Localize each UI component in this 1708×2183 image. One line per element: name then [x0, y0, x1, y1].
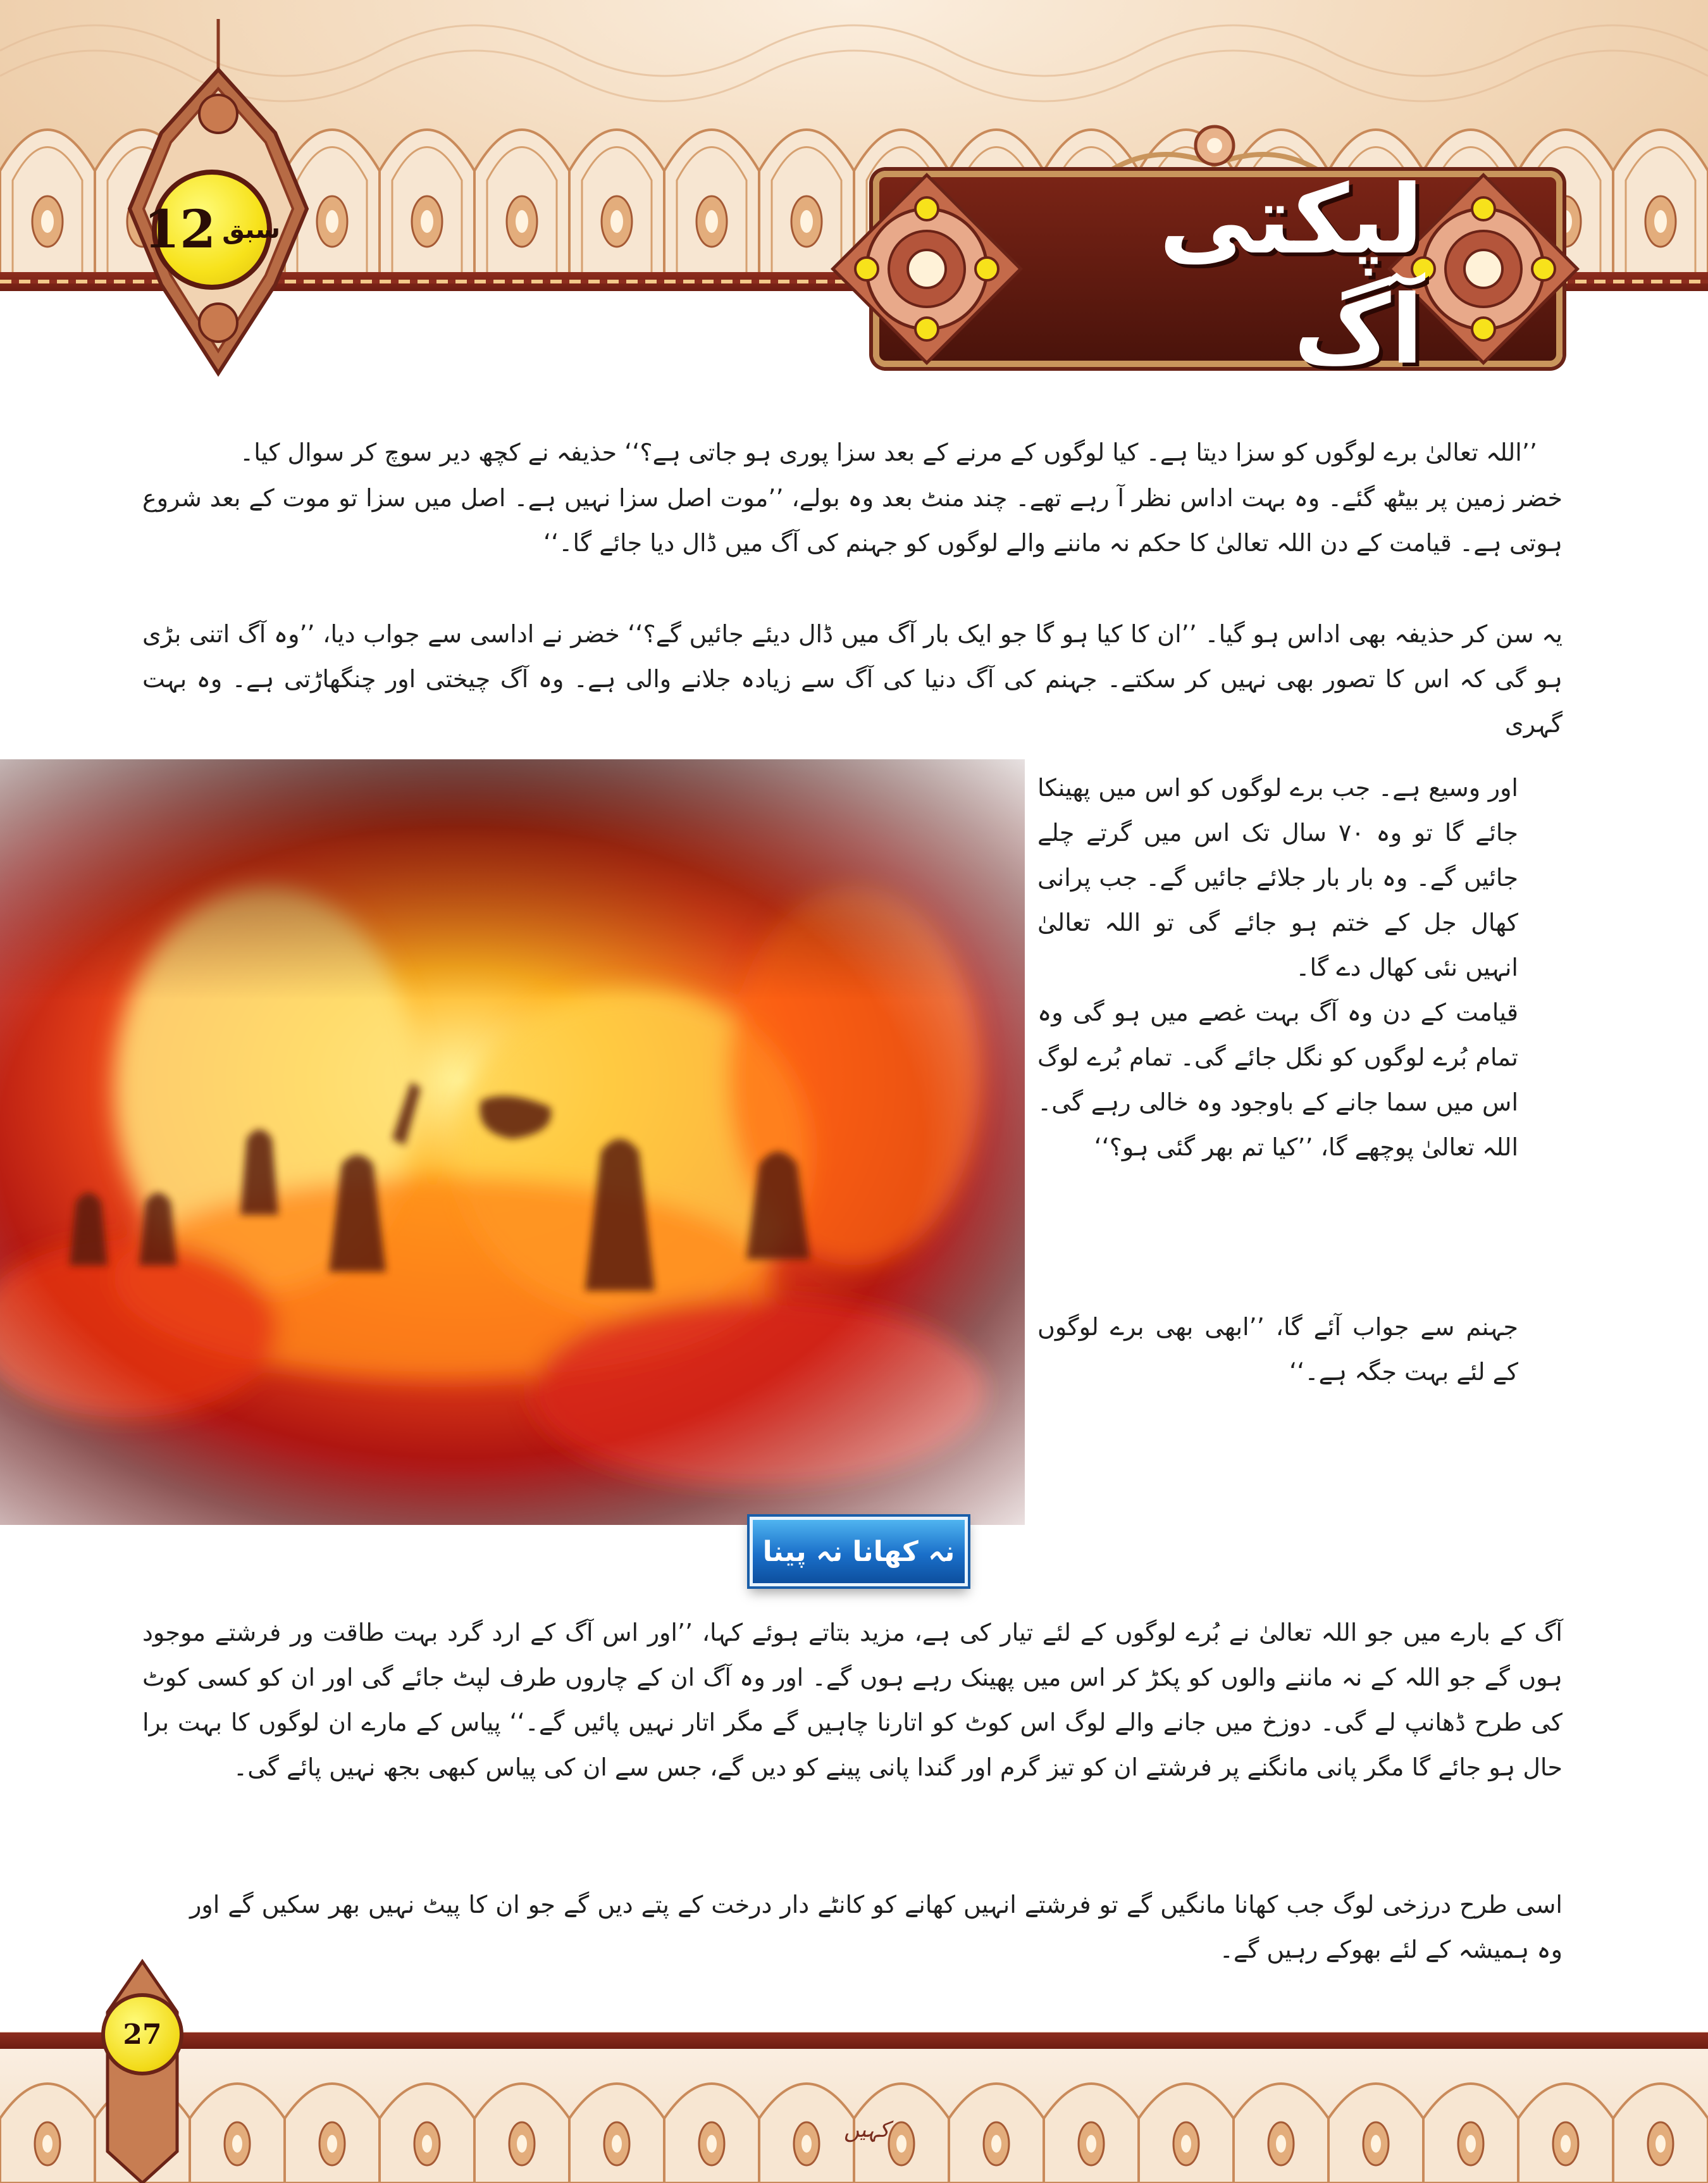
side-paragraph-3: جہنم سے جواب آئے گا، ’’ابھی بھی برے لوگوں کے لئے بہت جگہ ہے۔‘‘ — [1037, 1313, 1518, 1386]
lesson-badge — [144, 170, 280, 290]
paragraph-2: خضر زمین پر بیٹھ گئے۔ وہ بہت اداس نظر آ رہے تھے۔ چند منٹ بعد وہ بولے، ’’موت اصل سزا نہیں ہے۔ اصل میں سزا تو موت کے بعد شروع ہوتی ہے۔ قیامت کے دن اللہ تعالیٰ کا حکم نہ ماننے والے لوگوں کو جہنم کی آگ میں ڈال دیا جائے گا۔‘‘ — [142, 484, 1563, 557]
lower-paragraph-1: آگ کے بارے میں جو اللہ تعالیٰ نے بُرے لوگوں کے لئے تیار کی ہے، مزید بتاتے ہوئے کہا، ’’اور اس آگ کے ارد گرد بہت طاقت ور فرشتے موجود ہوں گے جو اللہ کے نہ ماننے والوں کو پکڑ کر اس میں پھینک رہے ہوں گے۔ اور وہ آگ ان کے چاروں طرف لپٹ جائے گی اور ان کو کسی کوٹ کی طرح ڈھانپ لے گی۔ دوزخ میں جانے والے لوگ اس کوٹ کو اتارنا چاہیں گے مگر اتار نہیں پائیں گے۔‘‘ پیاس کے مارے ان لوگوں کا بہت برا حال ہو جائے گا مگر پانی مانگنے پر فرشتے ان کو تیز گرم اور گندا پانی پینے کو دیں گے، جس سے ان کی پیاس کبھی بجھ نہیں پائے گی۔ — [142, 1619, 1563, 1781]
side-paragraph-1: اور وسیع ہے۔ جب برے لوگوں کو اس میں پھینکا جائے گا تو وہ ۷۰ سال تک اس میں گرتے چلے جائیں گے۔ وہ بار بار جلائے جائیں گے۔ جب پرانی کھال جل کے ختم ہو جائے گی تو اللہ تعالیٰ انہیں نئی کھال دے گا۔ — [1037, 774, 1518, 981]
lesson-number: 12 — [144, 199, 216, 260]
hellfire-illustration — [0, 759, 1025, 1525]
paragraph-3: یہ سن کر حذیفہ بھی اداس ہو گیا۔ ’’ان کا کیا ہو گا جو ایک بار آگ میں ڈال دیئے جائیں گے؟‘‘ خضر نے اداسی سے جواب دیا، ’’وہ آگ اتنی بڑی ہو گی کہ اس کا تصور بھی نہیں کر سکتے۔ جہنم کی آگ دنیا کی آگ سے زیادہ جلانے والی ہے۔ وہ آگ چیختی اور چنگھاڑتی ہے۔ وہ بہت گہری — [142, 620, 1563, 738]
paragraph-1: ’’اللہ تعالیٰ برے لوگوں کو سزا دیتا ہے۔ کیا لوگوں کے مرنے کے بعد سزا پوری ہو جاتی ہے؟‘‘ حذیفہ نے کچھ دیر سوچ کر سوال کیا۔ — [240, 438, 1537, 466]
side-paragraph-2: قیامت کے دن وہ آگ بہت غصے میں ہو گی وہ تمام بُرے لوگوں کو نگل جائے گی۔ تمام بُرے لوگ اس میں سما جانے کے باوجود وہ خالی رہے گی۔ اللہ تعالیٰ پوچھے گا، ’’کیا تم بھر گئی ہو؟‘‘ — [1037, 998, 1518, 1161]
footer-brand: کہیں — [843, 2117, 890, 2143]
left-rosette-ornament — [841, 183, 1012, 354]
lesson-word: سبق — [222, 215, 280, 244]
footer-trim — [0, 2032, 1708, 2049]
footer-band — [0, 2031, 1708, 2183]
page-title: لپکتی آگ — [1159, 165, 1423, 385]
page-number: 27 — [101, 1993, 183, 2075]
lower-paragraph-2: اسی طرح درزخی لوگ جب کھانا مانگیں گے تو فرشتے انہیں کھانے کو کانٹے دار درخت کے پتے دیں گے جو ان کا پیٹ نہیں بھر سکیں گے اور وہ ہمیشہ کے لئے بھوکے رہیں گے۔ — [190, 1891, 1563, 1963]
section-heading: نہ کھانا نہ پینا — [750, 1517, 968, 1586]
right-rosette-ornament — [1398, 183, 1569, 354]
